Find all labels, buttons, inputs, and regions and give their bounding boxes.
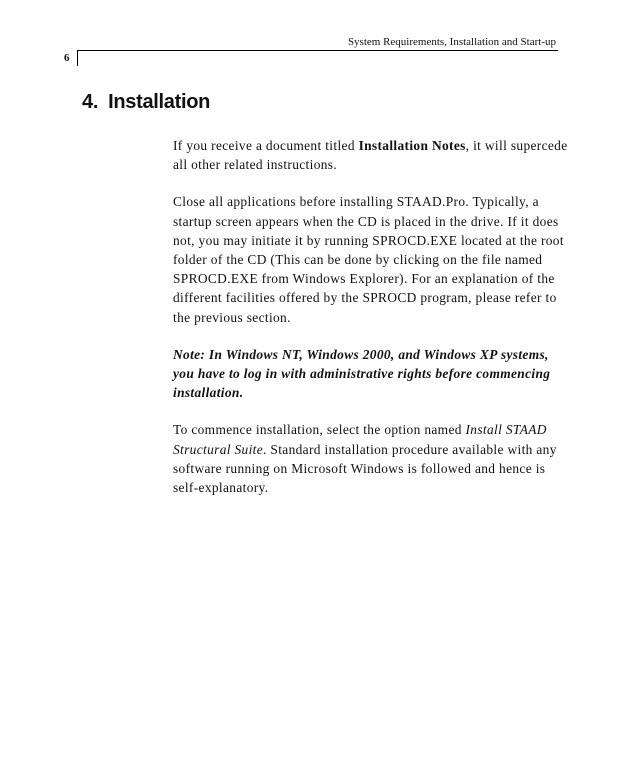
running-header: System Requirements, Installation and Start-up: [347, 36, 556, 48]
page-number: 6: [64, 52, 70, 64]
header-tick: [77, 50, 78, 66]
note-paragraph: Note: In Windows NT, Windows 2000, and Windows XP systems, you have to log in with administrative rights before commencing installation.: [173, 346, 551, 401]
p1-text-before: If you receive a document titled: [173, 138, 359, 153]
chapter-title-text: Installation: [108, 91, 211, 113]
paragraph-commence: [173, 420, 568, 497]
header-rule: [77, 50, 558, 51]
p4-text-before: To commence installation, select the option named: [173, 422, 466, 438]
p1-text-after: , it will supercede all other related instructions.: [173, 138, 568, 173]
chapter-title: [82, 89, 210, 115]
body-text: [173, 136, 568, 515]
p4-text-after: . Standard installation procedure available with any software running on Microsoft Windows is followed and hence is self-explanatory.: [173, 441, 557, 496]
p1-bold-term: Installation Notes: [358, 138, 466, 153]
paragraph-installation-notes: [173, 136, 568, 174]
chapter-number: 4.: [82, 91, 99, 113]
p4-italic-option: Install STAAD Structural Suite: [173, 422, 547, 457]
paragraph-startup: Close all applications before installing STAAD.Pro. Typically, a startup screen appears when the CD is placed in the drive. If it does not, you may initiate it by running SPROCD.EXE located at the root folder of the CD (This can be done by clicking on the file named SPROCD.EXE from Windows Explorer). For an explanation of the different facilities offered by the SPROCD program, please refer to the previous section.: [173, 194, 564, 325]
